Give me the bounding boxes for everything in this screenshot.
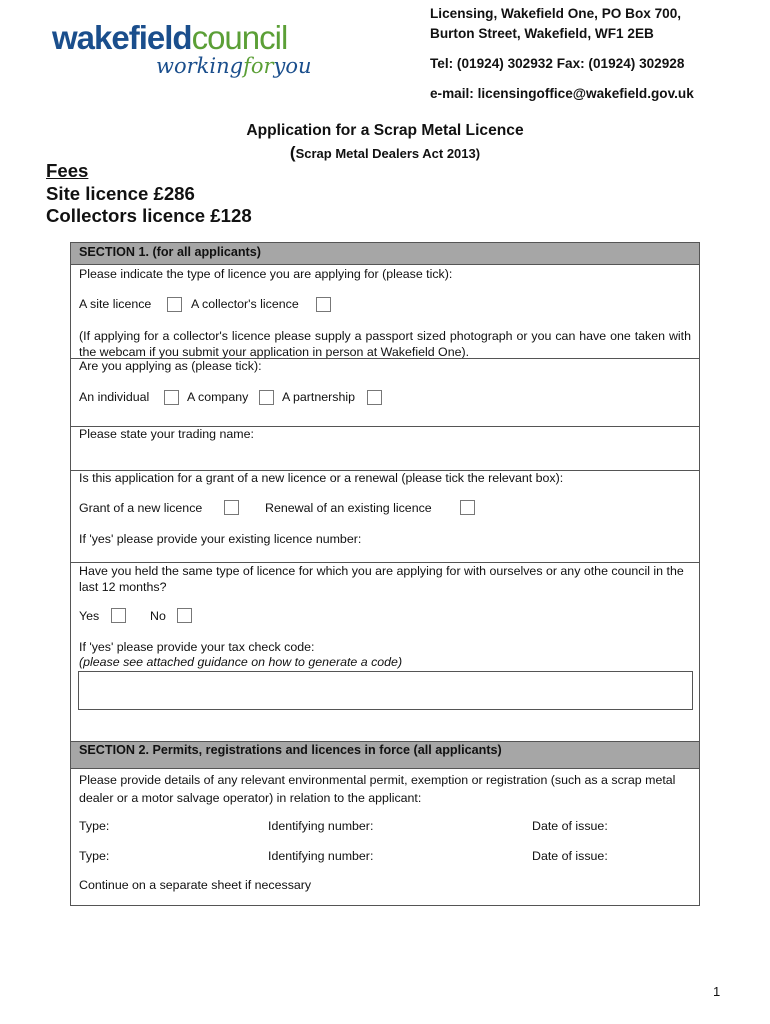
logo-you: you [273, 54, 312, 78]
site-licence-fee: Site licence £286 [46, 182, 195, 204]
collector-photo-note: (If applying for a collector's licence please supply a passport sized photograph or you can have one taken with the webcam if you submit your application in person at Wakefield One). [79, 329, 691, 359]
licence-type-question: Please indicate the type of licence you are applying for (please tick): [79, 267, 453, 281]
subtitle-open-paren: ( [289, 143, 296, 162]
partnership-checkbox[interactable] [367, 390, 382, 405]
yes-checkbox[interactable] [111, 608, 126, 623]
applying-as-question: Are you applying as (please tick): [79, 359, 262, 373]
company-checkbox[interactable] [259, 390, 274, 405]
no-label: No [150, 609, 166, 623]
collectors-licence-fee: Collectors licence £128 [46, 205, 252, 226]
tax-code-guidance: (please see attached guidance on how to generate a code) [79, 655, 403, 669]
site-licence-checkbox[interactable] [167, 297, 182, 312]
fees-heading: Fees [46, 160, 89, 181]
contact-address [430, 4, 694, 104]
site-licence-label: A site licence [79, 297, 152, 311]
permit-1-id-label: Identifying number: [268, 819, 374, 833]
permit-1-date-label: Date of issue: [532, 819, 608, 833]
collector-licence-checkbox[interactable] [316, 297, 331, 312]
section-1-header: SECTION 1. (for all applicants) [71, 243, 699, 265]
grant-renewal-question: Is this application for a grant of a new licence or a renewal (please tick the relevant box): [79, 471, 564, 485]
grant-new-checkbox[interactable] [224, 500, 239, 515]
individual-label: An individual [79, 390, 150, 404]
application-form [70, 242, 700, 906]
tax-check-code-label: If 'yes' please provide your tax check code: [79, 640, 315, 654]
individual-checkbox[interactable] [164, 390, 179, 405]
page-number: 1 [713, 984, 721, 999]
address-line-1: Licensing, Wakefield One, PO Box 700, [430, 6, 682, 21]
existing-licence-number-label: If 'yes' please provide your existing licence number: [79, 532, 362, 546]
telephone-fax: Tel: (01924) 302932 Fax: (01924) 302928 [430, 56, 685, 71]
partnership-label: A partnership [282, 390, 356, 404]
permit-2-id-label: Identifying number: [268, 849, 374, 863]
logo-council: council [191, 19, 288, 56]
renewal-label: Renewal of an existing licence [265, 501, 432, 515]
collector-licence-label: A collector's licence [191, 297, 299, 311]
trading-name-label: Please state your trading name: [79, 427, 254, 441]
section-2-header: SECTION 2. Permits, registrations and licences in force (all applicants) [71, 741, 699, 769]
subtitle-text: Scrap Metal Dealers Act 2013) [295, 146, 481, 161]
address-line-2: Burton Street, Wakefield, WF1 2EB [430, 26, 654, 41]
logo-working: working [156, 54, 244, 78]
renewal-checkbox[interactable] [460, 500, 475, 515]
tax-check-code-input[interactable] [78, 671, 693, 710]
held-licence-question: Have you held the same type of licence for which you are applying for with ourselves or any othe council in the last 12 months? [79, 564, 684, 594]
page-title: Application for a Scrap Metal Licence [246, 122, 524, 139]
permit-2-type-label: Type: [79, 849, 110, 863]
permit-1-type-label: Type: [79, 819, 110, 833]
company-label: A company [187, 390, 249, 404]
wakefield-council-logo [52, 18, 312, 90]
continue-note: Continue on a separate sheet if necessary [79, 878, 312, 892]
no-checkbox[interactable] [177, 608, 192, 623]
logo-wakefield: wakefield [52, 19, 192, 56]
logo-for: for [243, 54, 274, 78]
permits-intro: Please provide details of any relevant environmental permit, exemption or registration (such as a scrap metal dealer or a motor salvage operator) in relation to the applicant: [79, 773, 676, 805]
fees-block [46, 160, 252, 228]
permit-2-date-label: Date of issue: [532, 849, 608, 863]
yes-label: Yes [79, 609, 100, 623]
email-address: e-mail: licensingoffice@wakefield.gov.uk [430, 86, 694, 101]
grant-new-label: Grant of a new licence [79, 501, 203, 515]
